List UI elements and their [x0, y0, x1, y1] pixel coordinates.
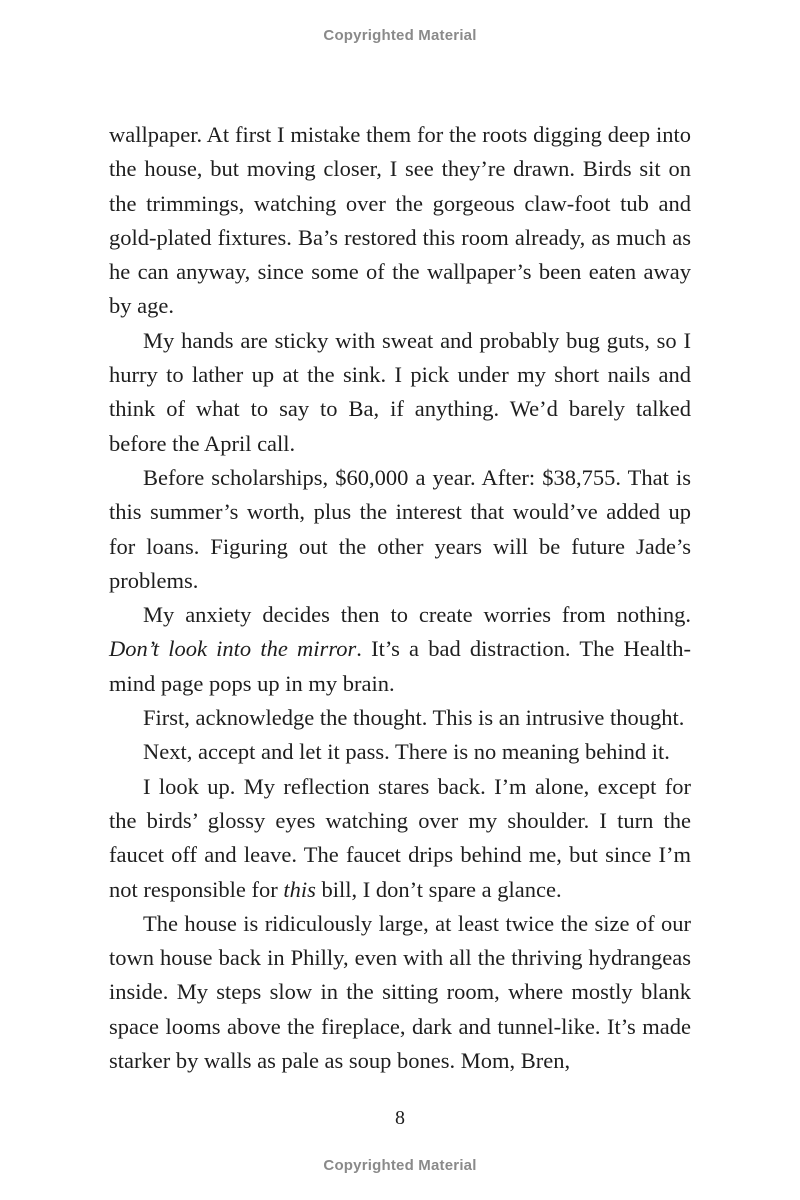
copyright-watermark-top: Copyrighted Material	[323, 27, 477, 44]
paragraph-7-text-start: I look up. My reflection stares back. I’m alone, except for the birds’ glossy eyes watching over my shoulder. I turn the faucet off and leave. The faucet drips behind me, but since I’m not responsible for	[109, 773, 691, 902]
paragraph-1: wallpaper. At first I mistake them for the roots digging deep into the house, but moving closer, I see they’re drawn. Birds sit on the trimmings, watching over the gorgeous claw-foot tub and gold-plated fixtures. Ba’s restored this room already, as much as he can anyway, since some of the wallpaper’s been eaten away by age.	[109, 122, 691, 319]
paragraph-7	[109, 770, 691, 907]
paragraph-2: My hands are sticky with sweat and probably bug guts, so I hurry to lather up at the sink. I pick under my short nails and think of what to say to Ba, if anything. We’d barely talked before the April call.	[109, 327, 691, 456]
paragraph-6: Next, accept and let it pass. There is no meaning behind it.	[143, 739, 670, 765]
paragraph-4-italic-thought: Don’t look into the mirror	[109, 636, 357, 662]
paragraph-5: First, acknowledge the thought. This is an intrusive thought.	[143, 705, 685, 731]
paragraph-7-italic-word: this	[283, 876, 316, 902]
copyright-watermark-bottom: Copyrighted Material	[323, 1157, 477, 1174]
paragraph-4-text-start: My anxiety decides then to create worries from nothing.	[143, 602, 691, 628]
paragraph-7-text-end: bill, I don’t spare a glance.	[315, 876, 562, 902]
page-number: 8	[395, 1107, 405, 1129]
body-text	[109, 118, 691, 1078]
paragraph-4-text-end: . It’s a bad distraction. The Healthmind page pops up in my brain.	[109, 636, 691, 696]
paragraph-8: The house is ridiculously large, at least twice the size of our town house back in Philly, even with all the thriving hydrangeas inside. My steps slow in the sitting room, where mostly blank space looms above the fireplace, dark and tunnel-like. It’s made starker by walls as pale as soup bones. Mom, Bren,	[109, 910, 691, 1074]
paragraph-4	[109, 598, 691, 701]
paragraph-3: Before scholarships, $60,000 a year. After: $38,755. That is this summer’s worth, plus the interest that would’ve added up for loans. Figuring out the other years will be future Jade’s problems.	[109, 464, 691, 593]
